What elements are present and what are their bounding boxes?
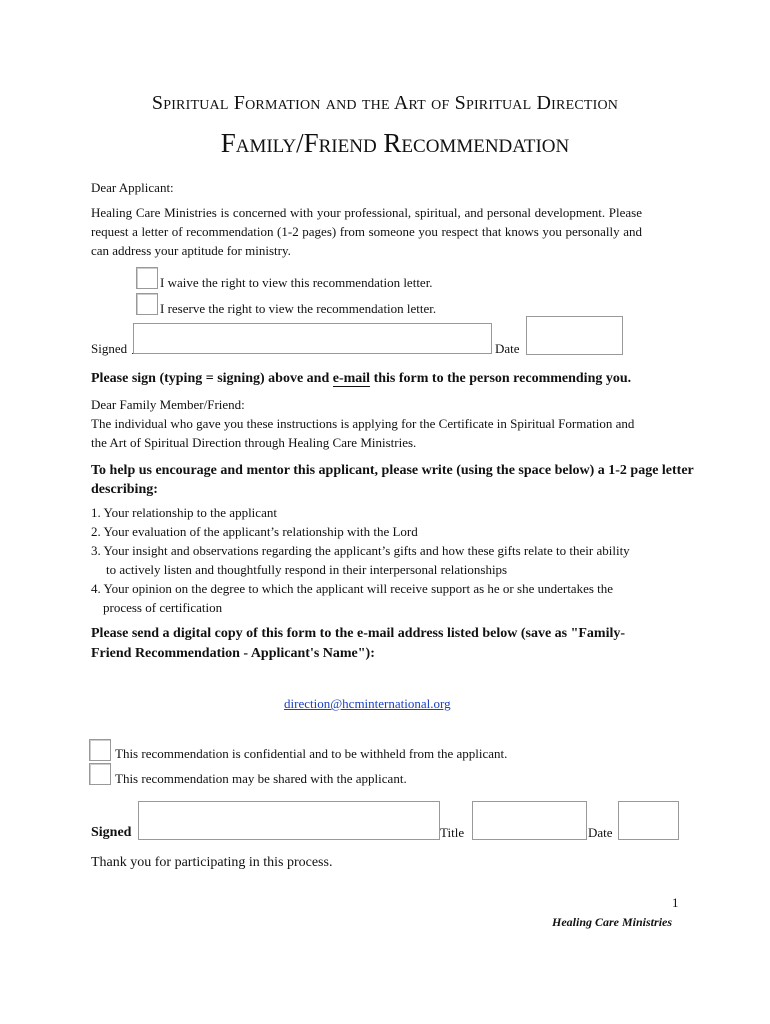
- closing-text: Thank you for participating in this process.: [91, 855, 333, 870]
- instruction-text-after: this form to the person recommending you.: [370, 371, 632, 386]
- applicant-salutation: Dear Applicant:: [91, 180, 174, 195]
- reserve-right-label: I reserve the right to view the recommendation letter.: [160, 301, 437, 316]
- list-item: 4. Your opinion on the degree to which the applicant will receive support as he or she undertakes the: [91, 581, 614, 596]
- reserve-right-checkbox[interactable]: [136, 293, 158, 315]
- applicant-date-label: Date: [495, 341, 520, 356]
- confidential-checkbox[interactable]: [89, 739, 111, 761]
- recommender-date-field[interactable]: [618, 801, 679, 840]
- page-number: 1: [672, 895, 679, 910]
- shared-label: This recommendation may be shared with the applicant.: [115, 771, 407, 786]
- letter-instruction-line2: describing:: [91, 482, 158, 497]
- applicant-signed-label: Signed: [91, 341, 128, 356]
- recommender-title-label: Title: [440, 825, 465, 840]
- recommender-salutation: Dear Family Member/Friend:: [91, 397, 245, 412]
- send-instruction-line2: Friend Recommendation - Applicant's Name"):: [91, 646, 375, 661]
- waive-right-label: I waive the right to view this recommendation letter.: [160, 275, 433, 290]
- send-instruction-line1: Please send a digital copy of this form to the e-mail address listed below (save as "Family-: [91, 626, 626, 641]
- applicant-date-field[interactable]: [526, 316, 623, 355]
- email-word: e-mail: [332, 371, 371, 386]
- recommender-signature-field[interactable]: [138, 801, 440, 840]
- recommender-intro-line1: The individual who gave you these instructions is applying for the Certificate in Spiritual Formation and: [91, 416, 635, 431]
- recommender-title-field[interactable]: [472, 801, 587, 840]
- recommender-intro-line2: the Art of Spiritual Direction through Healing Care Ministries.: [91, 435, 417, 450]
- email-link[interactable]: direction@hcminternational.org: [284, 696, 451, 711]
- shared-checkbox[interactable]: [89, 763, 111, 785]
- instruction-text-before: Please sign (typing = signing) above and: [91, 371, 333, 386]
- list-item-continuation: to actively listen and thoughtfully respond in their interpersonal relationships: [106, 562, 508, 577]
- recommender-signed-label: Signed: [91, 825, 132, 840]
- list-item: 3. Your insight and observations regarding the applicant’s gifts and how these gifts relate to their ability: [91, 543, 630, 558]
- list-item-continuation: process of certification: [103, 600, 223, 615]
- waive-right-checkbox[interactable]: [136, 267, 158, 289]
- confidential-label: This recommendation is confidential and to be withheld from the applicant.: [115, 746, 508, 761]
- footer-organization: Healing Care Ministries: [552, 915, 673, 929]
- sign-and-email-instruction: [91, 369, 631, 388]
- list-item: 1. Your relationship to the applicant: [91, 505, 277, 520]
- applicant-signature-field[interactable]: [133, 323, 492, 354]
- letter-instruction-line1: To help us encourage and mentor this applicant, please write (using the space below) a 1-2 page letter: [91, 463, 694, 478]
- intro-paragraph: Healing Care Ministries is concerned with your professional, spiritual, and personal development. Please request a letter of recommendation (1-2 pages) from someone you respect that knows you personally and can address your aptitude for ministry.: [91, 205, 642, 258]
- list-item: 2. Your evaluation of the applicant’s relationship with the Lord: [91, 524, 418, 539]
- recommender-date-label: Date: [588, 825, 613, 840]
- document-title: Spiritual Formation and the Art of Spiritual Direction: [151, 92, 619, 114]
- form-title: Family/Friend Recommendation: [220, 128, 570, 158]
